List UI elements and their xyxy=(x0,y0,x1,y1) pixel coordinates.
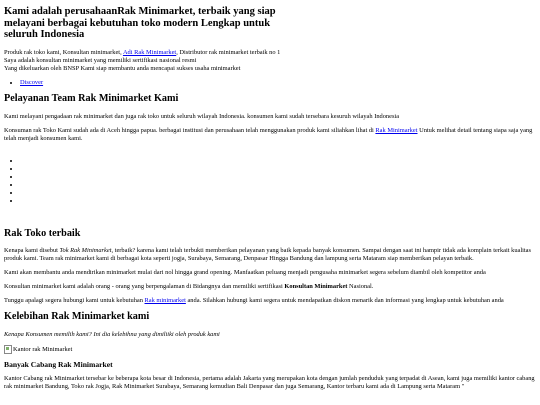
rak-toko-p3-suffix: Nasional. xyxy=(347,283,374,291)
pelayanan-p2-text: Konsuman rak Toko Kami sudah ada di Aceh hingga papua. berbagai institusi dan perusahaan telah menggunakan produk kami siliahkan lihat di xyxy=(4,126,376,134)
hero-title: Kami adalah perusahaanRak Minimarket, terbaik yang siap melayani berbagai kebutuhan toko modern Lengkap untuk seluruh Indonesia xyxy=(4,6,276,41)
rak-toko-paragraph-1 xyxy=(4,247,536,263)
list-item xyxy=(20,173,536,181)
rak-toko-p4-suffix: anda. Silahkan hubungi kami segera untuk mendapatkan diskon menarik dan informasi yang lengkap untuk kebutuhan anda xyxy=(185,297,504,305)
rak-toko-paragraph-3 xyxy=(4,283,536,291)
kelebihan-subtitle xyxy=(4,331,536,339)
section-heading-kelebihan: Kelebihan Rak Minimarket kami xyxy=(4,311,150,323)
adi-rak-minimarket-link[interactable]: Adi Rak Minimarket xyxy=(122,48,177,56)
list-item xyxy=(20,79,536,87)
list-item xyxy=(20,189,536,197)
section-heading-pelayanan: Pelayanan Team Rak Minimarket Kami xyxy=(4,92,179,104)
section-heading-rak-toko: Rak Toko terbaik xyxy=(4,227,81,239)
cabang-paragraph: Kantor Cabang rak Minimarket tersebar ke beberapa kota besar di Indonesia, pertama adalah Jakarta yang merupakan kota dengan jumlah penduduk yang terpadat di Asean, kami juga memiliki kantor cabang rak minimarket Bandung, Toko rak Jogja, Rak Minimarket Surabaya, Semarang kemudian Bali Denpasar dan juga Semarang, Kantor terbaru kami ada di Lampung serta Mataram " xyxy=(4,374,535,390)
rak-toko-p1-emphasis: Tok Rak Minimarket xyxy=(59,247,112,255)
rak-toko-p1-suffix: , terbaik? karena kami telah terbukti memberikan pelayanan yang baik kepada banyak konsumen. Sampai dengan saat ini hampir tidak ada komplain terkait kualitas produk kami. Team rak minimarket kami di berbagai kota seperti jogja, Surabaya, Semarang, Denpasar Hingga Bandung dan lampung serta Mataram siap memberikan pelayan terbaik. xyxy=(4,247,532,263)
intro-line-1-text: Produk rak toko kami, Konsultan minimarket, xyxy=(4,48,123,56)
rak-toko-p3-text: Konsultan minimarket kami adalah orang - orang yang berpengalaman di Bidangnya dan memiliki sertifikasi xyxy=(4,283,285,291)
rak-toko-p3-strong: Konsultan Minimarket xyxy=(284,283,348,291)
pelayanan-p2-suffix: Untuk melihat detail tentang siapa saja yang telah menjadi konsumen kami. xyxy=(4,126,533,142)
section-heading-cabang: Banyak Cabang Rak Minimarket xyxy=(4,360,113,370)
intro-paragraph xyxy=(4,49,536,73)
kantor-image xyxy=(4,345,536,354)
pelayanan-paragraph-2 xyxy=(4,127,536,143)
page-content xyxy=(4,6,536,397)
kelebihan-subtitle-text: Kenapa Konsumen memilih kami? Ini dia kelebihna yang dimiliiki oleh produk kami xyxy=(4,331,220,339)
intro-line-3: Yang dikeluarkan oleh BNSP Kami siap membantu anda mencapai sukses usaha minimarket xyxy=(4,64,241,72)
list-item xyxy=(20,197,536,205)
rak-toko-paragraph-2: Kami akan membantu anda mendirikan minimarket mulai dari nol hingga grand opening. Manfaatkan peluang menjadi pengusaha minimarket segera sebelum diambil oleh kompetitor anda xyxy=(4,269,486,277)
pelayanan-paragraph-1: Kami melayani pengadaan rak minimarket dan juga rak toko untuk seluruh wilayah Indonesia. konsumen kami sudah tersebara kesuruh wilayah Indonesia xyxy=(4,112,400,120)
list-item xyxy=(20,165,536,173)
intro-line-2: Saya adalah konsultan minimarket yang memiliki sertifikasi nasional resmi xyxy=(4,56,197,64)
intro-line-1 xyxy=(4,49,536,57)
broken-image-icon xyxy=(4,345,12,354)
rak-minimarket-link-2[interactable]: Rak minimarket xyxy=(144,297,186,305)
list-item xyxy=(20,181,536,189)
empty-bullet-list xyxy=(4,157,536,206)
intro-line-1-suffix: , Distributor rak minimarket terbaik no 1 xyxy=(176,48,281,56)
rak-toko-p1-text: Kenapa kami disebut xyxy=(4,247,60,255)
discover-link[interactable]: Discover xyxy=(20,78,44,86)
kantor-image-alt: Kantor rak Minimarket xyxy=(13,345,73,353)
rak-toko-p4-text: Tunggu apalagi segera hubungi kami untuk kebutuhan xyxy=(4,297,145,305)
rak-toko-paragraph-4 xyxy=(4,297,536,305)
list-item xyxy=(20,157,536,165)
rak-minimarket-link[interactable]: Rak Minimarket xyxy=(375,126,418,134)
discover-list xyxy=(14,79,536,87)
